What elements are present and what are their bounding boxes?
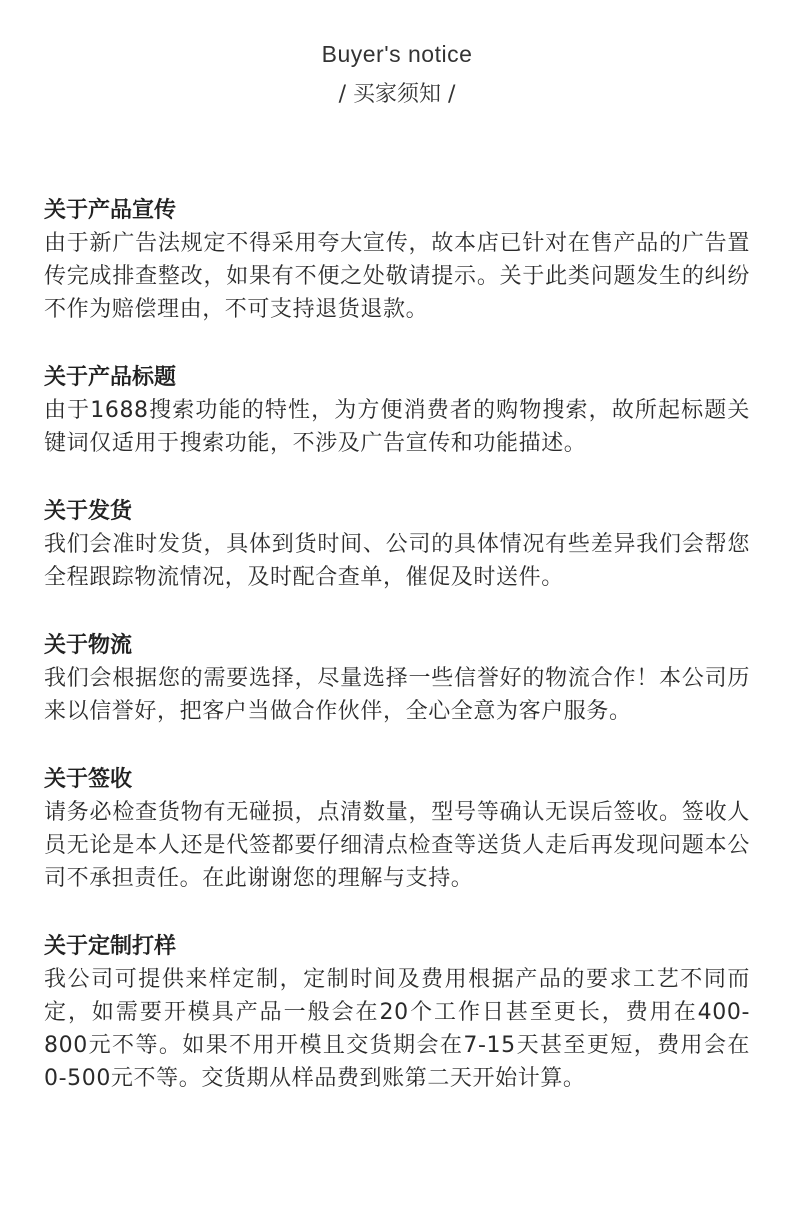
section-logistics: [44, 629, 750, 728]
section-heading: 关于产品标题: [44, 365, 177, 390]
section-heading: 关于定制打样: [44, 934, 177, 959]
title-chinese: / 买家须知 /: [338, 82, 456, 107]
section-body: 我公司可提供来样定制，定制时间及费用根据产品的要求工艺不同而定，如需要开模具产品一般会在20个工作日甚至更长，费用在400-800元不等。如果不用开模且交货期会在7-15天甚至更短，费用会在0-500元不等。交货期从样品费到账第二天开始计算。: [44, 967, 750, 1091]
section-heading: 关于产品宣传: [44, 198, 177, 223]
section-shipping: [44, 495, 750, 594]
section-body: 请务必检查货物有无碰损，点清数量，型号等确认无误后签收。签收人员无论是本人还是代签都要仔细清点检查等送货人走后再发现问题本公司不承担责任。在此谢谢您的理解与支持。: [44, 800, 750, 891]
section-heading: 关于物流: [44, 633, 133, 658]
section-custom-samples: [44, 930, 750, 1095]
section-heading: 关于签收: [44, 767, 133, 792]
section-product-title: [44, 361, 750, 460]
notice-sections: [44, 194, 750, 1095]
section-body: 由于1688搜索功能的特性，为方便消费者的购物搜索，故所起标题关键词仅适用于搜索功能，不涉及广告宣传和功能描述。: [44, 398, 750, 456]
section-body: 由于新广告法规定不得采用夸大宣传，故本店已针对在售产品的广告置传完成排查整改，如果有不便之处敬请提示。关于此类问题发生的纠纷不作为赔偿理由，不可支持退货退款。: [44, 231, 750, 322]
title-english: Buyer's notice: [321, 41, 473, 67]
section-receipt: [44, 763, 750, 895]
section-product-promotion: [44, 194, 750, 326]
notice-header: [44, 0, 750, 110]
section-body: 我们会根据您的需要选择，尽量选择一些信誉好的物流合作！本公司历来以信誉好，把客户当做合作伙伴，全心全意为客户服务。: [44, 666, 750, 724]
section-body: 我们会准时发货，具体到货时间、公司的具体情况有些差异我们会帮您全程跟踪物流情况，及时配合查单，催促及时送件。: [44, 532, 750, 590]
section-heading: 关于发货: [44, 499, 133, 524]
